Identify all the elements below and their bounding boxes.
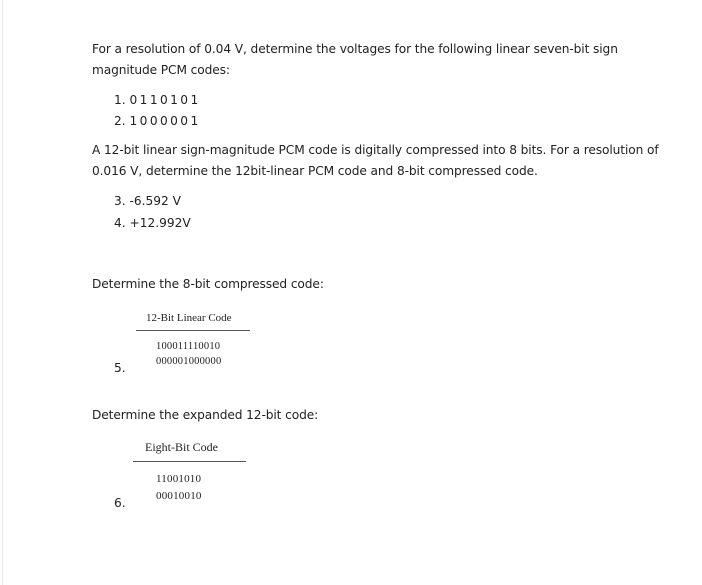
section-5-table-rule: [136, 330, 250, 331]
section-5-table-row: 000001000000: [156, 356, 222, 367]
section-6-table-row: 11001010: [156, 473, 202, 485]
section-5-table-row: 100011110010: [156, 341, 221, 352]
section-6-table-header: Eight-Bit Code: [145, 440, 218, 454]
section-5-heading: Determine the 8-bit compressed code:: [92, 277, 324, 291]
section-5-table-header: 12-Bit Linear Code: [146, 312, 232, 324]
section-6-table-rule: [133, 461, 246, 462]
section-6-heading: Determine the expanded 12-bit code:: [92, 408, 319, 422]
question-3: 3. -6.592 V: [114, 194, 182, 208]
question-1: [114, 90, 201, 110]
question-1-label: 1.: [114, 93, 126, 107]
compression-paragraph: A 12-bit linear sign-magnitude PCM code is digitally compressed into 8 bits. For a resolution of 0.016 V, determine the 12bit-linear PCM code and 8-bit compressed code.: [92, 143, 659, 178]
question-1-code: 0110101: [129, 93, 201, 107]
question-2-label: 2.: [114, 114, 126, 128]
question-4: 4. +12.992V: [114, 216, 191, 230]
question-2: [114, 111, 201, 131]
section-6-table-row: 00010010: [156, 490, 202, 502]
intro-paragraph: For a resolution of 0.04 V, determine the voltages for the following linear seven-bit sign magnitude PCM codes:: [92, 42, 618, 77]
question-5-number: 5.: [114, 361, 126, 375]
question-6-number: 6.: [114, 496, 126, 510]
question-2-code: 1000001: [129, 114, 201, 128]
